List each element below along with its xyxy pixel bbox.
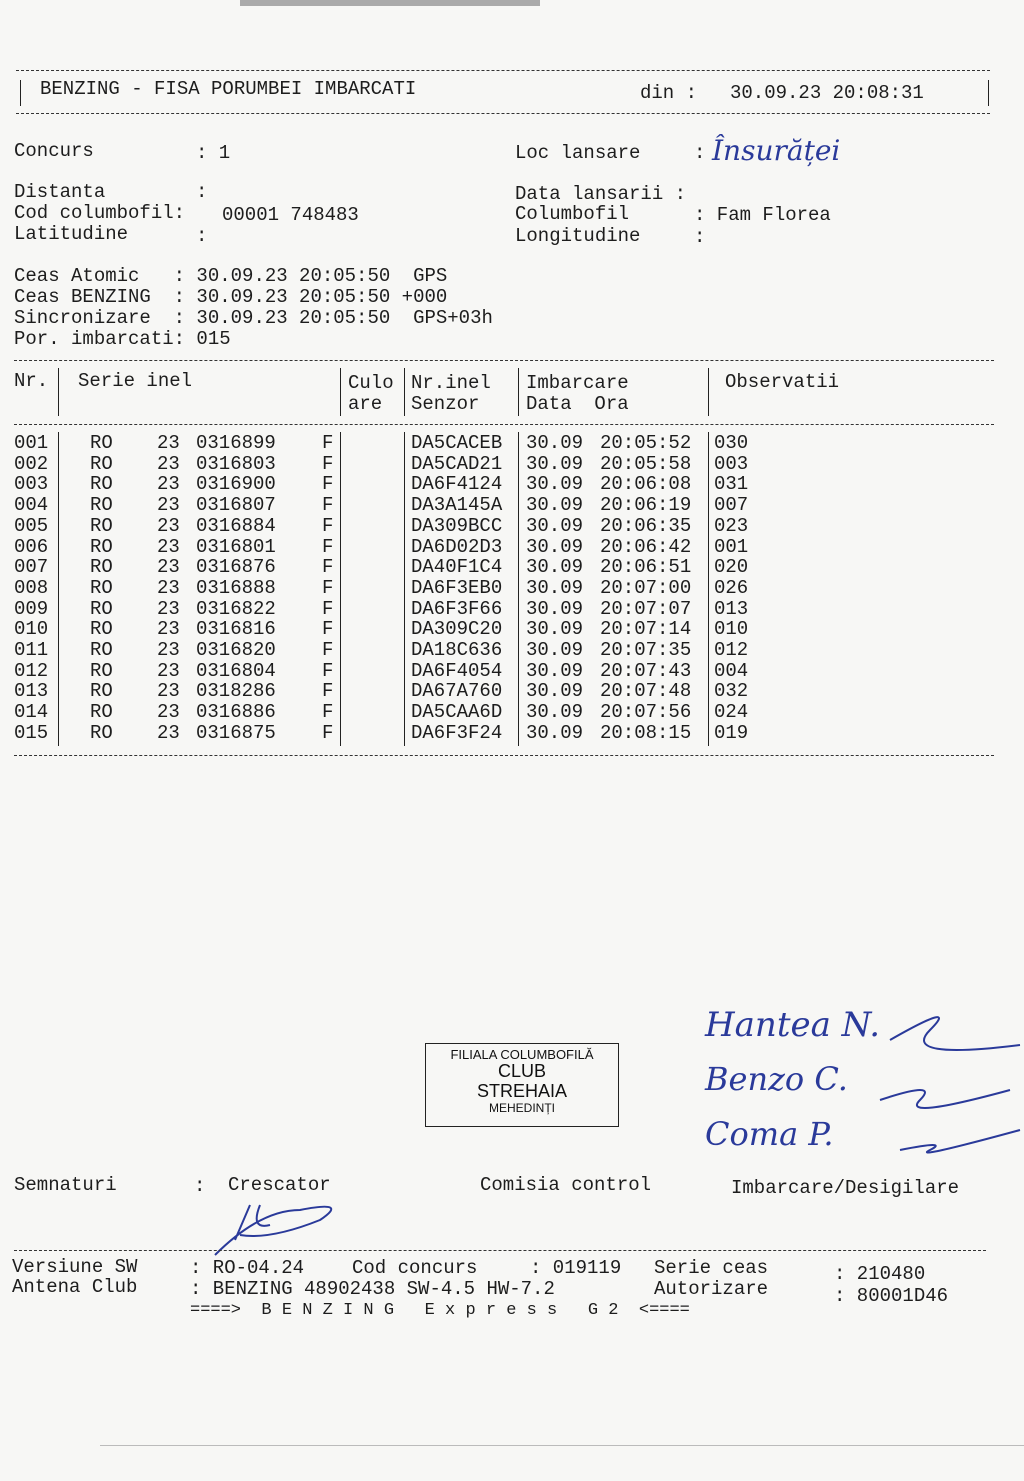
cell-ora: 20:08:15 bbox=[600, 721, 692, 744]
cell-senzor: DA6F3F66 bbox=[411, 597, 503, 620]
cell-inel: 0316822 bbox=[196, 597, 276, 620]
cell-senzor: DA6F4054 bbox=[411, 659, 503, 682]
cell-data: 30.09 bbox=[526, 597, 584, 620]
cell-nr: 015 bbox=[14, 721, 49, 744]
latitudine-label: Latitudine bbox=[14, 223, 129, 245]
cell-nr: 001 bbox=[14, 432, 49, 454]
cell-inel: 0316875 bbox=[196, 721, 276, 744]
cell-data: 30.09 bbox=[526, 639, 584, 661]
cell-inel: 0316801 bbox=[196, 535, 276, 558]
cell-inel: 0316899 bbox=[196, 432, 276, 454]
cell-data: 30.09 bbox=[526, 680, 584, 703]
cell-obs: 010 bbox=[714, 618, 749, 641]
cell-an: 23 bbox=[157, 576, 180, 599]
cell-inel: 0316820 bbox=[196, 639, 276, 661]
antena-club-label: Antena Club bbox=[12, 1276, 138, 1298]
stamp-line: STREHAIA bbox=[476, 1081, 568, 1102]
columbofil-label: Columbofil bbox=[515, 203, 630, 225]
cell-tara: RO bbox=[90, 701, 113, 724]
cell-senzor: DA67A760 bbox=[411, 680, 503, 703]
cell-sex: F bbox=[322, 721, 334, 744]
cell-data: 30.09 bbox=[526, 721, 584, 744]
col-observatii: Observatii bbox=[725, 371, 840, 393]
cell-nr: 005 bbox=[14, 514, 49, 537]
cell-sex: F bbox=[322, 432, 334, 454]
cell-obs: 031 bbox=[714, 473, 749, 496]
cell-inel: 0316884 bbox=[196, 514, 276, 537]
commission-signature-3: Coma P. bbox=[705, 1115, 834, 1153]
cell-senzor: DA5CAD21 bbox=[411, 452, 503, 475]
longitudine-value: : bbox=[694, 226, 706, 248]
cell-nr: 007 bbox=[14, 556, 49, 579]
cell-obs: 007 bbox=[714, 494, 749, 517]
cell-an: 23 bbox=[157, 494, 180, 517]
cell-obs: 023 bbox=[714, 514, 749, 537]
cell-inel: 0316888 bbox=[196, 576, 276, 599]
cell-tara: RO bbox=[90, 514, 113, 537]
col-data-ora: Data Ora bbox=[526, 393, 629, 415]
col-imbarcare: Imbarcare bbox=[526, 372, 629, 394]
sincronizare: Sincronizare : 30.09.23 20:05:50 GPS+03h bbox=[14, 307, 493, 329]
benzing-banner: ====> B E N Z I N G E x p r e s s G 2 <==== bbox=[190, 1301, 690, 1320]
data-lansarii-label: Data lansarii : bbox=[515, 183, 687, 205]
cell-nr: 008 bbox=[14, 576, 49, 599]
cell-senzor: DA6F4124 bbox=[411, 473, 503, 496]
serie-ceas-value: : 210480 bbox=[834, 1263, 926, 1285]
stamp-line: MEHEDINȚI bbox=[489, 1100, 555, 1115]
stamp-line: FILIALA COLUMBOFILĂ bbox=[450, 1047, 594, 1062]
cell-senzor: DA6F3F24 bbox=[411, 721, 503, 744]
distanta-label: Distanta bbox=[14, 181, 106, 203]
din-label: din : bbox=[640, 82, 698, 104]
cod-concurs-value: : 019119 bbox=[530, 1257, 622, 1279]
cod-columbofil-value: 00001 748483 bbox=[222, 204, 359, 226]
cell-tara: RO bbox=[90, 680, 113, 703]
cell-ora: 20:05:52 bbox=[600, 432, 692, 454]
imbarcare-desigilare-label: Imbarcare/Desigilare bbox=[731, 1177, 960, 1199]
cell-sex: F bbox=[322, 618, 334, 641]
cell-ora: 20:07:14 bbox=[600, 618, 692, 641]
cell-obs: 012 bbox=[714, 639, 749, 661]
cell-ora: 20:06:42 bbox=[600, 535, 692, 558]
cell-an: 23 bbox=[157, 473, 180, 496]
cell-nr: 009 bbox=[14, 597, 49, 620]
cell-data: 30.09 bbox=[526, 701, 584, 724]
cell-senzor: DA3A145A bbox=[411, 494, 503, 517]
cell-tara: RO bbox=[90, 597, 113, 620]
serie-ceas-label: Serie ceas bbox=[654, 1257, 769, 1279]
cell-tara: RO bbox=[90, 473, 113, 496]
comisia-control-label: Comisia control bbox=[480, 1174, 652, 1196]
divider bbox=[100, 1445, 1024, 1446]
cell-an: 23 bbox=[157, 556, 180, 579]
cell-data: 30.09 bbox=[526, 494, 584, 517]
cell-an: 23 bbox=[157, 535, 180, 558]
cell-data: 30.09 bbox=[526, 473, 584, 496]
cell-data: 30.09 bbox=[526, 514, 584, 537]
print-datetime: 30.09.23 20:08:31 bbox=[730, 82, 924, 104]
cell-nr: 006 bbox=[14, 535, 49, 558]
cod-concurs-label: Cod concurs bbox=[352, 1257, 478, 1279]
cell-obs: 026 bbox=[714, 576, 749, 599]
crescator-label: Crescator bbox=[228, 1174, 331, 1196]
cell-nr: 014 bbox=[14, 701, 49, 724]
cell-nr: 002 bbox=[14, 452, 49, 475]
loc-lansare-handwritten: Însurăței bbox=[712, 134, 841, 167]
cell-obs: 013 bbox=[714, 597, 749, 620]
cell-inel: 0318286 bbox=[196, 680, 276, 703]
cell-obs: 001 bbox=[714, 535, 749, 558]
col-nr: Nr. bbox=[14, 370, 49, 392]
cell-senzor: DA40F1C4 bbox=[411, 556, 503, 579]
cell-an: 23 bbox=[157, 659, 180, 682]
loc-lansare-label: Loc lansare bbox=[515, 142, 641, 164]
semnaturi-sep: : bbox=[194, 1175, 206, 1197]
col-culoare: Culo bbox=[348, 372, 394, 394]
cell-obs: 024 bbox=[714, 701, 749, 724]
distanta-value: : bbox=[196, 181, 208, 203]
cell-sex: F bbox=[322, 514, 334, 537]
cell-an: 23 bbox=[157, 597, 180, 620]
cell-sex: F bbox=[322, 680, 334, 703]
semnaturi-label: Semnaturi bbox=[14, 1174, 117, 1196]
versiune-sw-value: : RO-04.24 bbox=[190, 1257, 305, 1279]
cell-ora: 20:07:56 bbox=[600, 701, 692, 724]
stamp-line: CLUB bbox=[497, 1061, 546, 1082]
cell-an: 23 bbox=[157, 701, 180, 724]
por-imbarcati: Por. imbarcati: 015 bbox=[14, 328, 231, 350]
concurs-value: : 1 bbox=[196, 142, 231, 164]
cell-obs: 032 bbox=[714, 680, 749, 703]
cell-obs: 004 bbox=[714, 659, 749, 682]
cell-an: 23 bbox=[157, 452, 180, 475]
cell-sex: F bbox=[322, 597, 334, 620]
cell-senzor: DA5CACEB bbox=[411, 432, 503, 454]
cell-ora: 20:06:08 bbox=[600, 473, 692, 496]
cell-nr: 012 bbox=[14, 659, 49, 682]
columbofil-value: : Fam Florea bbox=[694, 204, 831, 226]
col-serie-inel: Serie inel bbox=[78, 370, 193, 392]
cell-senzor: DA6D02D3 bbox=[411, 535, 503, 558]
cell-an: 23 bbox=[157, 680, 180, 703]
cell-sex: F bbox=[322, 535, 334, 558]
cell-ora: 20:07:35 bbox=[600, 639, 692, 661]
cell-sex: F bbox=[322, 452, 334, 475]
cell-ora: 20:06:19 bbox=[600, 494, 692, 517]
cell-inel: 0316816 bbox=[196, 618, 276, 641]
cell-tara: RO bbox=[90, 452, 113, 475]
cell-ora: 20:07:07 bbox=[600, 597, 692, 620]
cell-inel: 0316804 bbox=[196, 659, 276, 682]
cell-tara: RO bbox=[90, 576, 113, 599]
cell-sex: F bbox=[322, 659, 334, 682]
cell-an: 23 bbox=[157, 432, 180, 454]
cell-an: 23 bbox=[157, 639, 180, 661]
cell-data: 30.09 bbox=[526, 452, 584, 475]
cell-nr: 011 bbox=[14, 639, 49, 661]
cell-sex: F bbox=[322, 639, 334, 661]
concurs-label: Concurs bbox=[14, 140, 94, 162]
cell-tara: RO bbox=[90, 432, 113, 454]
cell-sex: F bbox=[322, 473, 334, 496]
cell-data: 30.09 bbox=[526, 618, 584, 641]
cell-tara: RO bbox=[90, 659, 113, 682]
cell-data: 30.09 bbox=[526, 576, 584, 599]
cell-ora: 20:07:48 bbox=[600, 680, 692, 703]
cell-ora: 20:07:00 bbox=[600, 576, 692, 599]
loc-lansare-sep: : bbox=[694, 142, 706, 164]
cell-data: 30.09 bbox=[526, 659, 584, 682]
cell-data: 30.09 bbox=[526, 535, 584, 558]
cell-senzor: DA309BCC bbox=[411, 514, 503, 537]
cell-senzor: DA309C20 bbox=[411, 618, 503, 641]
cell-inel: 0316803 bbox=[196, 452, 276, 475]
autorizare-value: : 80001D46 bbox=[834, 1285, 949, 1307]
cell-inel: 0316876 bbox=[196, 556, 276, 579]
cell-obs: 020 bbox=[714, 556, 749, 579]
cell-nr: 013 bbox=[14, 680, 49, 703]
cell-data: 30.09 bbox=[526, 556, 584, 579]
cell-tara: RO bbox=[90, 618, 113, 641]
cell-obs: 019 bbox=[714, 721, 749, 744]
antena-club-value: : BENZING 48902438 SW-4.5 HW-7.2 bbox=[190, 1278, 555, 1300]
commission-signature-1: Hantea N. bbox=[705, 1005, 881, 1045]
cell-inel: 0316900 bbox=[196, 473, 276, 496]
divider bbox=[14, 1250, 986, 1251]
cell-inel: 0316807 bbox=[196, 494, 276, 517]
col-culoare-2: are bbox=[348, 393, 383, 415]
longitudine-label: Longitudine bbox=[515, 225, 641, 247]
cell-senzor: DA18C636 bbox=[411, 639, 503, 661]
cell-nr: 010 bbox=[14, 618, 49, 641]
cell-tara: RO bbox=[90, 556, 113, 579]
cell-nr: 004 bbox=[14, 494, 49, 517]
versiune-sw-label: Versiune SW bbox=[12, 1256, 138, 1278]
ceas-atomic: Ceas Atomic : 30.09.23 20:05:50 GPS bbox=[14, 265, 448, 287]
cell-inel: 0316886 bbox=[196, 701, 276, 724]
col-senzor: Senzor bbox=[411, 393, 480, 415]
cell-sex: F bbox=[322, 701, 334, 724]
latitudine-value: : bbox=[196, 225, 208, 247]
cell-sex: F bbox=[322, 494, 334, 517]
autorizare-label: Autorizare bbox=[654, 1278, 769, 1300]
cell-nr: 003 bbox=[14, 473, 49, 496]
cell-obs: 003 bbox=[714, 452, 749, 475]
cell-an: 23 bbox=[157, 721, 180, 744]
cell-sex: F bbox=[322, 576, 334, 599]
cell-tara: RO bbox=[90, 494, 113, 517]
cell-senzor: DA6F3EB0 bbox=[411, 576, 503, 599]
cell-ora: 20:07:43 bbox=[600, 659, 692, 682]
cell-senzor: DA5CAA6D bbox=[411, 701, 503, 724]
cell-tara: RO bbox=[90, 639, 113, 661]
cell-ora: 20:06:35 bbox=[600, 514, 692, 537]
document-title: BENZING - FISA PORUMBEI IMBARCATI bbox=[40, 78, 417, 100]
cell-tara: RO bbox=[90, 721, 113, 744]
cell-an: 23 bbox=[157, 618, 180, 641]
col-nr-inel: Nr.inel bbox=[411, 372, 491, 394]
commission-signature-2: Benzo C. bbox=[705, 1060, 848, 1098]
cell-sex: F bbox=[322, 556, 334, 579]
cell-tara: RO bbox=[90, 535, 113, 558]
cell-ora: 20:05:58 bbox=[600, 452, 692, 475]
ceas-benzing: Ceas BENZING : 30.09.23 20:05:50 +000 bbox=[14, 286, 448, 308]
cell-an: 23 bbox=[157, 514, 180, 537]
cod-columbofil-label: Cod columbofil: bbox=[14, 202, 186, 224]
cell-data: 30.09 bbox=[526, 432, 584, 454]
cell-ora: 20:06:51 bbox=[600, 556, 692, 579]
cell-obs: 030 bbox=[714, 432, 749, 454]
